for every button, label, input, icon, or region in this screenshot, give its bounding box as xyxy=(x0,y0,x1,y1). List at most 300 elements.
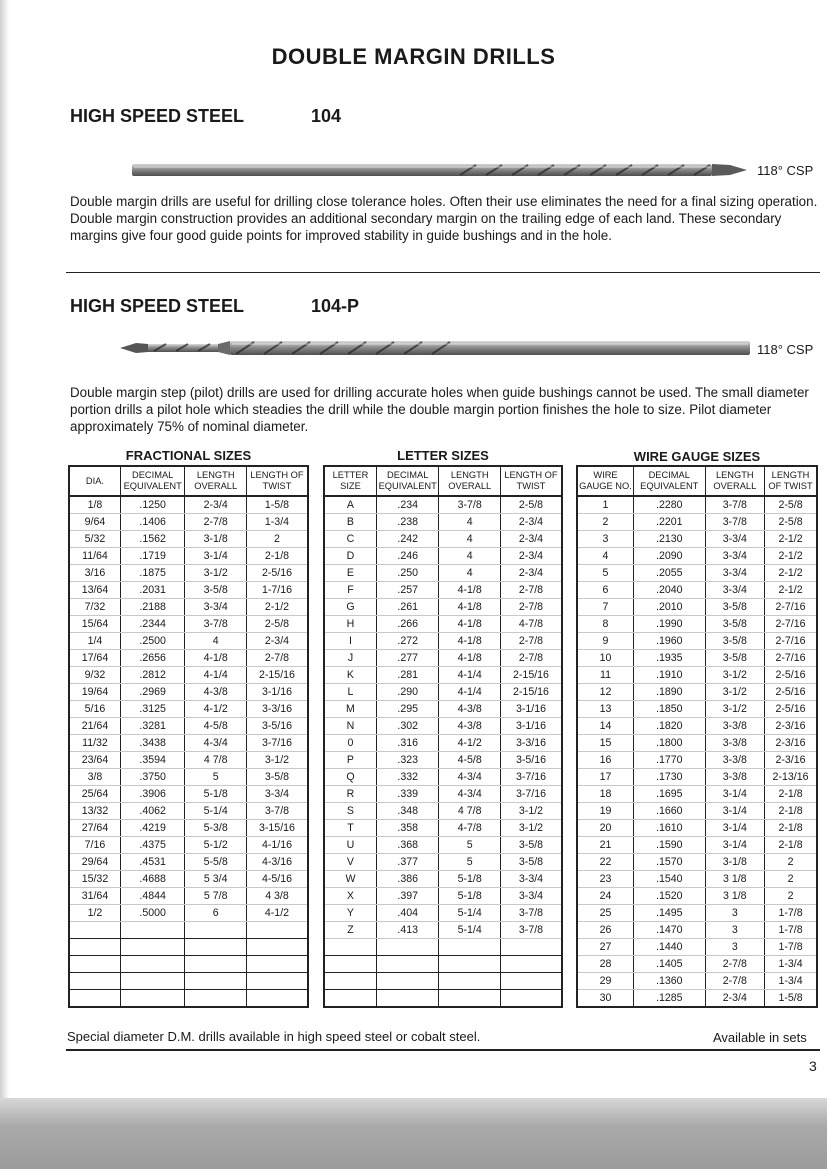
length-twist-cell: 2-1/2 xyxy=(765,565,817,582)
decimal-cell: .234 xyxy=(376,496,439,514)
col-header-decimal: DECIMAL EQUIVALENT xyxy=(120,466,185,496)
decimal-cell: .2010 xyxy=(633,599,705,616)
decimal-cell: .316 xyxy=(376,735,439,752)
length-twist-cell xyxy=(500,939,562,956)
decimal-cell: .1540 xyxy=(633,871,705,888)
size-cell: 7/16 xyxy=(69,837,120,854)
table-row xyxy=(324,837,562,854)
length-twist-cell: 2-5/8 xyxy=(765,514,817,531)
col-header-length-overall: LENGTH OVERALL xyxy=(185,466,247,496)
length-overall-cell: 3-1/8 xyxy=(185,531,247,548)
decimal-cell: .2031 xyxy=(120,582,185,599)
length-twist-cell: 4-7/8 xyxy=(500,616,562,633)
size-cell: U xyxy=(324,837,376,854)
table-row xyxy=(69,803,308,820)
decimal-cell: .2055 xyxy=(633,565,705,582)
size-cell xyxy=(324,939,376,956)
decimal-cell: .272 xyxy=(376,633,439,650)
decimal-cell: .290 xyxy=(376,684,439,701)
size-cell: 11/64 xyxy=(69,548,120,565)
size-cell: W xyxy=(324,871,376,888)
length-twist-cell: 2-1/8 xyxy=(765,786,817,803)
straight-drill-image xyxy=(130,154,750,186)
size-cell: 13/32 xyxy=(69,803,120,820)
length-overall-cell: 3-3/4 xyxy=(705,531,764,548)
table-row xyxy=(577,973,817,990)
size-cell: 29 xyxy=(577,973,633,990)
decimal-cell: .1360 xyxy=(633,973,705,990)
length-overall-cell: 3-5/8 xyxy=(705,650,764,667)
size-cell: 30 xyxy=(577,990,633,1008)
table-row xyxy=(577,582,817,599)
length-twist-cell xyxy=(246,939,308,956)
decimal-cell xyxy=(120,990,185,1008)
decimal-cell: .2344 xyxy=(120,616,185,633)
table-row xyxy=(577,871,817,888)
decimal-cell: .2188 xyxy=(120,599,185,616)
length-overall-cell: 3-1/4 xyxy=(705,786,764,803)
length-twist-cell: 3-5/8 xyxy=(500,854,562,871)
wire-gauge-table-body xyxy=(577,496,817,1007)
section-divider xyxy=(66,272,820,273)
table-row xyxy=(577,531,817,548)
size-cell: 19 xyxy=(577,803,633,820)
length-overall-cell: 6 xyxy=(185,905,247,922)
table-row xyxy=(324,786,562,803)
binding-shadow xyxy=(0,0,9,1100)
table-row xyxy=(324,973,562,990)
size-cell xyxy=(324,973,376,990)
decimal-cell: .242 xyxy=(376,531,439,548)
length-twist-cell: 2-3/16 xyxy=(765,718,817,735)
available-in-sets-note: Available in sets xyxy=(713,1030,807,1045)
length-overall-cell: 5 3/4 xyxy=(185,871,247,888)
table-row xyxy=(577,701,817,718)
fractional-table-body xyxy=(69,496,308,1007)
table-row xyxy=(324,531,562,548)
table-row xyxy=(69,922,308,939)
length-overall-cell: 5-1/4 xyxy=(439,922,501,939)
size-cell: 22 xyxy=(577,854,633,871)
table-row xyxy=(324,701,562,718)
length-overall-cell xyxy=(439,939,501,956)
decimal-cell: .2969 xyxy=(120,684,185,701)
length-twist-cell: 2-7/16 xyxy=(765,616,817,633)
length-overall-cell: 5-1/4 xyxy=(185,803,247,820)
decimal-cell: .386 xyxy=(376,871,439,888)
length-twist-cell: 1-7/8 xyxy=(765,922,817,939)
length-overall-cell: 3-5/8 xyxy=(185,582,247,599)
decimal-cell xyxy=(376,956,439,973)
col-header-decimal: DECIMAL EQUIVALENT xyxy=(376,466,439,496)
length-twist-cell: 3-5/16 xyxy=(500,752,562,769)
size-cell: L xyxy=(324,684,376,701)
length-overall-cell: 4-3/4 xyxy=(439,786,501,803)
length-overall-cell xyxy=(185,990,247,1008)
table-row xyxy=(577,769,817,786)
size-cell: 19/64 xyxy=(69,684,120,701)
length-twist-cell: 1-3/4 xyxy=(246,514,308,531)
decimal-cell: .1610 xyxy=(633,820,705,837)
table-row xyxy=(69,496,308,514)
length-twist-cell: 3-7/8 xyxy=(246,803,308,820)
table-row xyxy=(69,939,308,956)
decimal-cell: .404 xyxy=(376,905,439,922)
section-1-point-angle: 118° CSP xyxy=(757,163,814,178)
length-overall-cell: 4 xyxy=(439,565,501,582)
table-row xyxy=(577,905,817,922)
length-overall-cell: 5-5/8 xyxy=(185,854,247,871)
decimal-cell: .1285 xyxy=(633,990,705,1008)
length-twist-cell: 1-5/8 xyxy=(246,496,308,514)
section-1-description: Double margin drills are useful for drilling close tolerance holes. Often their use eliminates the need for a final sizing operation. Double margin construction provides an additional secondary margin on the trailing edge of each land. These secondary margins give four good guide points for improved stability in guide bushings and in the hole. xyxy=(70,194,818,243)
size-cell: 23/64 xyxy=(69,752,120,769)
size-cell xyxy=(69,973,120,990)
length-twist-cell xyxy=(246,922,308,939)
decimal-cell: .302 xyxy=(376,718,439,735)
size-cell: 13/64 xyxy=(69,582,120,599)
table-row xyxy=(69,752,308,769)
length-twist-cell: 3-1/2 xyxy=(500,820,562,837)
size-cell: 25 xyxy=(577,905,633,922)
length-twist-cell: 4 3/8 xyxy=(246,888,308,905)
table-row xyxy=(577,684,817,701)
length-twist-cell: 4-5/16 xyxy=(246,871,308,888)
length-overall-cell: 4 xyxy=(439,531,501,548)
decimal-cell: .3906 xyxy=(120,786,185,803)
col-header-letter: LETTER SIZE xyxy=(324,466,376,496)
decimal-cell: .3438 xyxy=(120,735,185,752)
table-row xyxy=(324,496,562,514)
fractional-sizes-table xyxy=(68,465,309,1008)
decimal-cell xyxy=(376,990,439,1008)
length-twist-cell: 3-7/16 xyxy=(500,786,562,803)
decimal-cell: .2656 xyxy=(120,650,185,667)
size-cell: 11 xyxy=(577,667,633,684)
size-cell: 21 xyxy=(577,837,633,854)
length-overall-cell: 3-1/4 xyxy=(185,548,247,565)
length-overall-cell xyxy=(439,956,501,973)
length-twist-cell: 4-1/16 xyxy=(246,837,308,854)
size-cell: N xyxy=(324,718,376,735)
size-cell: 10 xyxy=(577,650,633,667)
decimal-cell: .348 xyxy=(376,803,439,820)
length-overall-cell: 5-1/8 xyxy=(185,786,247,803)
length-overall-cell: 3-5/8 xyxy=(705,616,764,633)
size-cell: E xyxy=(324,565,376,582)
table-row xyxy=(324,548,562,565)
length-twist-cell: 2-7/16 xyxy=(765,599,817,616)
length-twist-cell: 2-7/8 xyxy=(500,650,562,667)
size-cell: 8 xyxy=(577,616,633,633)
length-overall-cell: 3 1/8 xyxy=(705,888,764,905)
table-row xyxy=(324,514,562,531)
length-twist-cell: 2-7/8 xyxy=(500,599,562,616)
section-1-number: 104 xyxy=(311,106,342,126)
decimal-cell: .1935 xyxy=(633,650,705,667)
length-overall-cell: 3-3/4 xyxy=(705,582,764,599)
length-overall-cell: 2-3/4 xyxy=(185,496,247,514)
size-cell: 12 xyxy=(577,684,633,701)
table-row xyxy=(324,888,562,905)
decimal-cell: .2280 xyxy=(633,496,705,514)
length-twist-cell: 2-3/16 xyxy=(765,752,817,769)
length-overall-cell: 3-1/2 xyxy=(705,684,764,701)
special-diameter-note: Special diameter D.M. drills available in high speed steel or cobalt steel. xyxy=(67,1029,481,1044)
decimal-cell: .261 xyxy=(376,599,439,616)
decimal-cell: .413 xyxy=(376,922,439,939)
table-row xyxy=(324,905,562,922)
table-row xyxy=(577,922,817,939)
decimal-cell xyxy=(120,922,185,939)
decimal-cell: .332 xyxy=(376,769,439,786)
size-cell: S xyxy=(324,803,376,820)
decimal-cell: .250 xyxy=(376,565,439,582)
decimal-cell xyxy=(120,939,185,956)
size-cell: 9 xyxy=(577,633,633,650)
length-twist-cell: 2-1/2 xyxy=(765,531,817,548)
decimal-cell xyxy=(120,956,185,973)
size-cell xyxy=(324,956,376,973)
decimal-cell: .2812 xyxy=(120,667,185,684)
table-row xyxy=(324,803,562,820)
length-twist-cell: 3-7/8 xyxy=(500,922,562,939)
table-row xyxy=(69,701,308,718)
size-cell: 6 xyxy=(577,582,633,599)
length-twist-cell xyxy=(500,973,562,990)
size-cell: 13 xyxy=(577,701,633,718)
table-row xyxy=(577,616,817,633)
length-twist-cell: 2-3/4 xyxy=(246,633,308,650)
length-twist-cell: 2-15/16 xyxy=(500,684,562,701)
length-overall-cell: 5-1/2 xyxy=(185,837,247,854)
length-overall-cell: 4-1/8 xyxy=(185,650,247,667)
table-row xyxy=(69,514,308,531)
size-cell: 7 xyxy=(577,599,633,616)
length-overall-cell: 5-3/8 xyxy=(185,820,247,837)
decimal-cell: .3594 xyxy=(120,752,185,769)
decimal-cell: .238 xyxy=(376,514,439,531)
length-twist-cell: 2-7/8 xyxy=(246,650,308,667)
length-twist-cell: 2-1/8 xyxy=(765,837,817,854)
length-overall-cell: 2-7/8 xyxy=(705,956,764,973)
length-overall-cell: 4-1/8 xyxy=(439,616,501,633)
length-overall-cell: 4-3/8 xyxy=(185,684,247,701)
length-overall-cell: 4-1/8 xyxy=(439,599,501,616)
decimal-cell: .2500 xyxy=(120,633,185,650)
size-cell: 16 xyxy=(577,752,633,769)
size-cell: V xyxy=(324,854,376,871)
length-twist-cell: 2-1/8 xyxy=(765,820,817,837)
length-twist-cell: 1-3/4 xyxy=(765,973,817,990)
size-cell: 25/64 xyxy=(69,786,120,803)
length-twist-cell: 3-15/16 xyxy=(246,820,308,837)
length-overall-cell: 2-3/4 xyxy=(705,990,764,1008)
step-drill-image xyxy=(120,333,750,363)
length-overall-cell: 4-3/8 xyxy=(439,701,501,718)
length-twist-cell: 2-1/8 xyxy=(246,548,308,565)
size-cell: 27/64 xyxy=(69,820,120,837)
size-cell: A xyxy=(324,496,376,514)
size-cell: R xyxy=(324,786,376,803)
size-cell: J xyxy=(324,650,376,667)
size-cell xyxy=(324,990,376,1008)
table-row xyxy=(69,616,308,633)
length-overall-cell: 3-3/8 xyxy=(705,769,764,786)
table-row xyxy=(69,599,308,616)
length-twist-cell: 2-7/8 xyxy=(500,633,562,650)
length-twist-cell: 2-3/4 xyxy=(500,514,562,531)
length-overall-cell: 3-1/4 xyxy=(705,820,764,837)
size-cell: B xyxy=(324,514,376,531)
decimal-cell: .1570 xyxy=(633,854,705,871)
table-row xyxy=(324,616,562,633)
decimal-cell: .1520 xyxy=(633,888,705,905)
decimal-cell: .4531 xyxy=(120,854,185,871)
length-overall-cell: 4 7/8 xyxy=(185,752,247,769)
length-overall-cell: 4 xyxy=(439,548,501,565)
length-overall-cell: 5-1/8 xyxy=(439,888,501,905)
table-row xyxy=(577,837,817,854)
size-cell: 3 xyxy=(577,531,633,548)
length-twist-cell: 3-3/4 xyxy=(246,786,308,803)
size-cell: 28 xyxy=(577,956,633,973)
table-row xyxy=(69,769,308,786)
table-row xyxy=(69,888,308,905)
size-cell: 3/8 xyxy=(69,769,120,786)
length-twist-cell: 1-7/16 xyxy=(246,582,308,599)
length-overall-cell: 4-3/4 xyxy=(185,735,247,752)
length-twist-cell: 2-7/16 xyxy=(765,650,817,667)
length-twist-cell: 3-3/16 xyxy=(500,735,562,752)
size-cell: H xyxy=(324,616,376,633)
section-1-heading: HIGH SPEED STEEL xyxy=(70,106,245,126)
length-overall-cell: 4-1/2 xyxy=(185,701,247,718)
length-twist-cell: 3-1/2 xyxy=(500,803,562,820)
length-twist-cell: 3-3/4 xyxy=(500,888,562,905)
decimal-cell: .4062 xyxy=(120,803,185,820)
size-cell: 15/32 xyxy=(69,871,120,888)
decimal-cell xyxy=(376,939,439,956)
length-twist-cell: 4-1/2 xyxy=(246,905,308,922)
size-cell: 1/4 xyxy=(69,633,120,650)
fractional-sizes-title: FRACTIONAL SIZES xyxy=(125,448,252,463)
decimal-cell: .1800 xyxy=(633,735,705,752)
length-twist-cell: 2-5/8 xyxy=(246,616,308,633)
size-cell: 11/32 xyxy=(69,735,120,752)
table-row xyxy=(324,871,562,888)
length-overall-cell: 4 7/8 xyxy=(439,803,501,820)
table-row xyxy=(324,684,562,701)
table-row xyxy=(69,667,308,684)
size-cell: X xyxy=(324,888,376,905)
table-row xyxy=(324,667,562,684)
length-twist-cell: 2-5/16 xyxy=(765,667,817,684)
length-overall-cell: 4-1/2 xyxy=(439,735,501,752)
table-row xyxy=(577,888,817,905)
decimal-cell: .358 xyxy=(376,820,439,837)
col-header-dia: DIA. xyxy=(69,466,120,496)
size-cell: D xyxy=(324,548,376,565)
decimal-cell: .277 xyxy=(376,650,439,667)
table-row xyxy=(324,820,562,837)
decimal-cell: .4219 xyxy=(120,820,185,837)
length-overall-cell: 4 xyxy=(185,633,247,650)
size-cell: 1/2 xyxy=(69,905,120,922)
length-overall-cell: 4 xyxy=(439,514,501,531)
decimal-cell: .1405 xyxy=(633,956,705,973)
decimal-cell: .295 xyxy=(376,701,439,718)
length-twist-cell: 2-3/4 xyxy=(500,565,562,582)
decimal-cell xyxy=(376,973,439,990)
length-twist-cell: 3-1/16 xyxy=(500,718,562,735)
length-twist-cell: 2-5/16 xyxy=(765,701,817,718)
size-cell: 3/16 xyxy=(69,565,120,582)
length-overall-cell: 3-3/4 xyxy=(705,548,764,565)
decimal-cell: .2201 xyxy=(633,514,705,531)
length-twist-cell: 1-7/8 xyxy=(765,905,817,922)
size-cell: 9/64 xyxy=(69,514,120,531)
decimal-cell: .4375 xyxy=(120,837,185,854)
table-row xyxy=(577,854,817,871)
size-cell: 1 xyxy=(577,496,633,514)
decimal-cell: .323 xyxy=(376,752,439,769)
table-row xyxy=(69,854,308,871)
length-twist-cell: 2-3/4 xyxy=(500,548,562,565)
decimal-cell: .246 xyxy=(376,548,439,565)
table-row xyxy=(577,939,817,956)
decimal-cell: .266 xyxy=(376,616,439,633)
size-cell: P xyxy=(324,752,376,769)
length-overall-cell: 3-1/2 xyxy=(705,667,764,684)
decimal-cell: .1875 xyxy=(120,565,185,582)
table-row xyxy=(324,769,562,786)
letter-sizes-table xyxy=(323,465,563,1008)
col-header-length-twist: LENGTH OF TWIST xyxy=(765,466,817,496)
decimal-cell: .2040 xyxy=(633,582,705,599)
size-cell xyxy=(69,956,120,973)
col-header-length-overall: LENGTH OVERALL xyxy=(439,466,501,496)
decimal-cell: .3750 xyxy=(120,769,185,786)
size-cell: 23 xyxy=(577,871,633,888)
length-overall-cell: 3-1/2 xyxy=(705,701,764,718)
letter-table-body xyxy=(324,496,562,1007)
letter-sizes-title: LETTER SIZES xyxy=(397,448,489,463)
length-twist-cell xyxy=(246,956,308,973)
length-twist-cell xyxy=(246,973,308,990)
table-row xyxy=(324,956,562,973)
size-cell xyxy=(69,939,120,956)
length-twist-cell: 3-5/16 xyxy=(246,718,308,735)
length-twist-cell: 2 xyxy=(765,871,817,888)
decimal-cell: .3125 xyxy=(120,701,185,718)
length-overall-cell: 3-5/8 xyxy=(705,599,764,616)
table-row xyxy=(324,718,562,735)
table-row xyxy=(324,990,562,1008)
length-overall-cell: 4-1/4 xyxy=(185,667,247,684)
length-overall-cell: 4-1/8 xyxy=(439,582,501,599)
section-2-heading: HIGH SPEED STEEL xyxy=(70,296,245,316)
table-row xyxy=(577,735,817,752)
decimal-cell: .1960 xyxy=(633,633,705,650)
size-cell: 5 xyxy=(577,565,633,582)
table-row xyxy=(324,939,562,956)
length-overall-cell: 3-5/8 xyxy=(705,633,764,650)
section-2-point-angle: 118° CSP xyxy=(757,342,814,357)
table-row xyxy=(324,922,562,939)
table-row xyxy=(69,633,308,650)
decimal-cell: .5000 xyxy=(120,905,185,922)
